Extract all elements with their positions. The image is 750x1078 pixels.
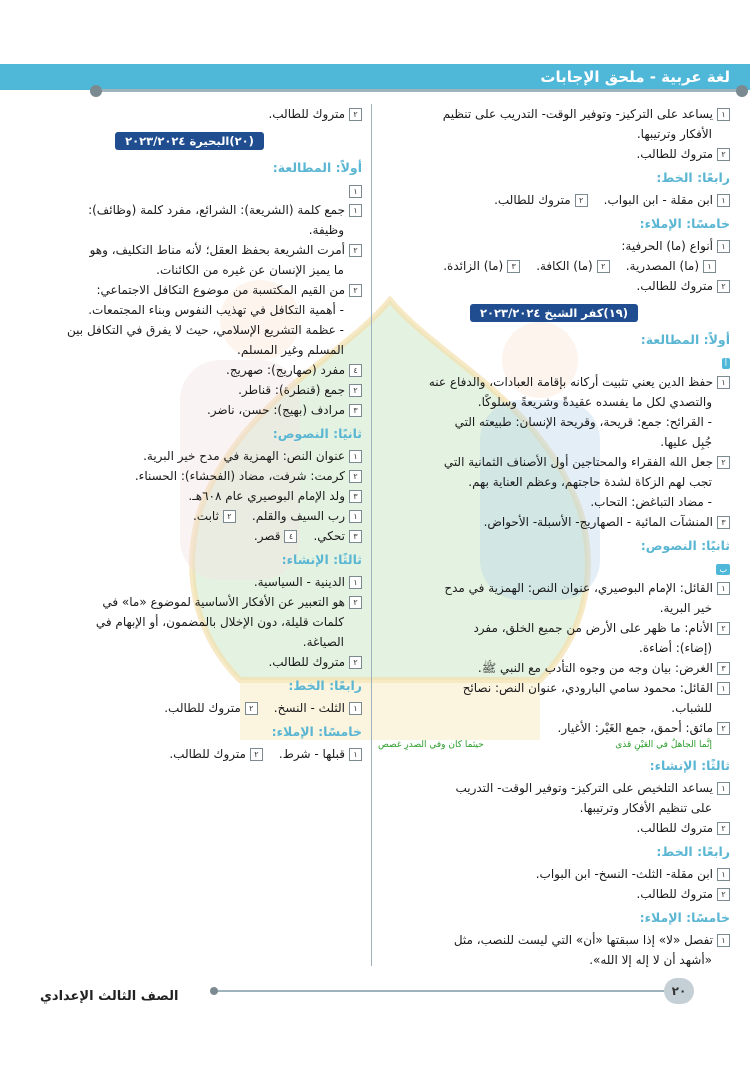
section-heading: أولاً: المطالعة: [272, 160, 362, 175]
list-row: ١ قبلها - شرط. ٢ متروك للطالب. [17, 744, 362, 764]
list-item: ٣ ولد الإمام البوصيري عام ٦٠٨هـ. [17, 486, 362, 506]
item-number: ١ [703, 260, 716, 273]
list-item-cont: الأفكار وترتيبها. [636, 127, 712, 141]
item-number: ٢ [717, 456, 730, 469]
poem-verse [378, 738, 730, 752]
list-item-cont: (إضاء): أضاءة. [639, 641, 712, 655]
item-number: ٢ [597, 260, 610, 273]
section-heading: ثانيًا: النصوص: [272, 426, 362, 441]
list-item: ٢ هو التعبير عن الأفكار الأساسية لموضوع «ما» في [17, 592, 362, 612]
list-item: ٣ المنشآت المائية - الصهاريج- الأسبلة- الأحواض. [378, 512, 730, 532]
part-box: أ [722, 358, 730, 369]
list-item-cont: - مضاد التباغض: التحاب. [590, 495, 712, 509]
list-item: ٢ كرمت: شرفت، مضاد (الفحشاء): الحسناء. [17, 466, 362, 486]
list-item-cont: كلمات قليلة، دون الإخلال بالمضمون، أو الإبهام في [95, 615, 344, 629]
item-number: ٣ [349, 530, 362, 543]
item-number: ١ [717, 934, 730, 947]
list-item: ٢ متروك للطالب. [378, 144, 730, 164]
item-number: ٢ [349, 244, 362, 257]
list-item: ١ أنواع (ما) الحرفية: [378, 236, 730, 256]
section-heading: خامسًا: الإملاء: [639, 216, 730, 231]
list-item: ٢ جمع (قنطرة): قناطر. [17, 380, 362, 400]
list-item-cont: على تنظيم الأفكار وترتيبها. [579, 801, 712, 815]
page-number: ٢٠ [664, 978, 694, 1004]
section-heading: ثانيًا: النصوص: [640, 538, 730, 553]
header-rule [95, 89, 740, 92]
item-number: ٢ [717, 280, 730, 293]
list-item: ١ تفصل «لا» إذا سبقتها «أن» التي ليست للنصب، مثل [378, 930, 730, 950]
part-box: ب [716, 564, 730, 575]
item-number: ٣ [349, 404, 362, 417]
item-number: ١ [349, 576, 362, 589]
item-number: ١ [717, 582, 730, 595]
list-row: ١ ابن مقلة - ابن البواب. ٢ متروك للطالب. [378, 190, 730, 210]
list-item-cont: - عظمة التشريع الإسلامي، حيث لا يفرق في التكافل بين [67, 323, 344, 337]
list-item: ١ يساعد على التركيز- وتوفير الوقت- التدريب على تنظيم [378, 104, 730, 124]
item-number: ١ [349, 450, 362, 463]
list-item: ١ ابن مقلة- الثلث- النسخ- ابن البواب. [378, 864, 730, 884]
list-item: ١ القائل: الإمام البوصيري، عنوان النص: الهمزية في مدح [378, 578, 730, 598]
list-row: ١ (ما) المصدرية. ٢ (ما) الكافة. ٣ (ما) الزائدة. [378, 256, 730, 276]
item-number: ٢ [250, 748, 263, 761]
item-number: ٢ [717, 722, 730, 735]
list-item: ٢ متروك للطالب. [378, 818, 730, 838]
item-number: ١ [717, 682, 730, 695]
item-number: ٣ [349, 490, 362, 503]
list-item-cont: جُبِل عليها. [660, 435, 712, 449]
section-heading: خامسًا: الإملاء: [271, 724, 362, 739]
section-heading: خامسًا: الإملاء: [639, 910, 730, 925]
list-item-cont: والتصدي لكل ما يفسده عقيدةً وشريعةً وسلوكًا. [477, 395, 712, 409]
item-number: ١ [717, 782, 730, 795]
section-heading: أولاً: المطالعة: [640, 332, 730, 347]
list-item: ١ جمع كلمة (الشريعة): الشرائع، مفرد كلمة (وظائف): [17, 200, 362, 220]
item-number: ٢ [223, 510, 236, 523]
item-number: ١ [349, 185, 362, 198]
section-heading: رابعًا: الخط: [656, 844, 730, 859]
item-number: ٣ [507, 260, 520, 273]
list-item-cont: للشباب. [671, 701, 712, 715]
exam-tag: (١٩)كفر الشيخ ٢٠٢٣/٢٠٢٤ [470, 304, 638, 322]
footer-dot [210, 987, 218, 995]
list-item: ٢ متروك للطالب. [378, 884, 730, 904]
list-item: ١ الدينية - السياسية. [17, 572, 362, 592]
list-row: ١ الثلث - النسخ. ٢ متروك للطالب. [17, 698, 362, 718]
verse-first-half: إنَّما الجاهلُ في العَيْنِ قذى [615, 740, 712, 750]
item-number: ٢ [349, 596, 362, 609]
item-number: ٣ [717, 516, 730, 529]
list-item-cont: خير البرية. [659, 601, 712, 615]
verse-second-half: حيثما كان وفي الصدرِ غصص [378, 740, 484, 750]
list-item: ٣ مرادف (بهيج): حسن، ناضر. [17, 400, 362, 420]
list-item: ٢ أمرت الشريعة بحفظ العقل؛ لأنه مناط التكليف، وهو [17, 240, 362, 260]
page-header [0, 64, 750, 90]
footer-title: الصف الثالث الإعدادي [40, 989, 179, 1004]
list-item: ١ حفظ الدين يعني تثبيت أركانه بإقامة العبادات، والدفاع عنه [378, 372, 730, 392]
item-number: ١ [349, 702, 362, 715]
column-divider [371, 104, 372, 966]
section-heading: ثالثًا: الإنشاء: [649, 758, 730, 773]
item-number: ١ [717, 868, 730, 881]
list-item: ٣ الغرض: بيان وجه من وجوه التأدب مع النبي ﷺ. [378, 658, 730, 678]
item-number: ٢ [717, 148, 730, 161]
list-item: ٢ من القيم المكتسبة من موضوع التكافل الاجتماعي: [17, 280, 362, 300]
section-heading: رابعًا: الخط: [656, 170, 730, 185]
item-number: ١ [717, 108, 730, 121]
list-item: ٤ مفرد (صهاريج): صهريج. [17, 360, 362, 380]
item-number: ٢ [349, 656, 362, 669]
item-number: ١ [717, 376, 730, 389]
item-number: ٢ [245, 702, 258, 715]
list-item-cont: - القرائح: جمع: قريحة، وقريحة الإنسان: طبيعته التي [454, 415, 712, 429]
list-item: ٢ متروك للطالب. [17, 652, 362, 672]
section-heading: رابعًا: الخط: [288, 678, 362, 693]
list-item-cont: الصياغة. [302, 635, 344, 649]
list-item: ١ القائل: محمود سامي البارودي، عنوان النص: نصائح [378, 678, 730, 698]
footer-rule [215, 990, 665, 992]
list-row: ٣ تحكي. ٤ قصر. [17, 526, 362, 546]
item-number: ٢ [349, 470, 362, 483]
section-heading: ثالثًا: الإنشاء: [281, 552, 362, 567]
list-item-cont: ما يميز الإنسان عن غيره من الكائنات. [156, 263, 344, 277]
header-title: لغة عربية - ملحق الإجابات [540, 68, 730, 86]
item-number: ١ [717, 194, 730, 207]
header-dot-left [90, 85, 102, 97]
item-number: ١ [349, 510, 362, 523]
item-number: ٢ [717, 822, 730, 835]
list-item-cont: «أشهد أن لا إله إلا الله». [589, 953, 712, 967]
item-number: ٤ [284, 530, 297, 543]
item-number: ٢ [717, 888, 730, 901]
item-number: ٢ [717, 622, 730, 635]
item-number: ١ [349, 204, 362, 217]
item-number: ١ [717, 240, 730, 253]
list-item: ٢ متروك للطالب. [17, 104, 362, 124]
left-column [17, 104, 362, 764]
list-row: ١ رب السيف والقلم. ٢ ثابت. [17, 506, 362, 526]
item-number: ٤ [349, 364, 362, 377]
right-column [378, 104, 730, 970]
item-number: ١ [349, 748, 362, 761]
list-item-cont: - أهمية التكافل في تهذيب النفوس وبناء المجتمعات. [88, 303, 344, 317]
item-number: ٢ [349, 284, 362, 297]
item-number: ٢ [575, 194, 588, 207]
exam-tag: (٢٠)البحيرة ٢٠٢٣/٢٠٢٤ [115, 132, 264, 150]
list-item: ٢ الأنام: ما ظهر على الأرض من جميع الخلق، مفرد [378, 618, 730, 638]
list-item-cont: المسلم وغير المسلم. [237, 343, 344, 357]
list-item: ١ يساعد التلخيص على التركيز- وتوفير الوقت- التدريب [378, 778, 730, 798]
list-item: ١ عنوان النص: الهمزية في مدح خير البرية. [17, 446, 362, 466]
item-number: ٣ [717, 662, 730, 675]
list-item: ٢ متروك للطالب. [378, 276, 730, 296]
list-item-cont: تجب لهم الزكاة لشدة حاجتهم، وعظم العناية بهم. [468, 475, 712, 489]
item-number: ٢ [349, 108, 362, 121]
header-dot-right [736, 85, 748, 97]
item-number: ٢ [349, 384, 362, 397]
list-item-cont: وظيفة. [308, 223, 344, 237]
list-item: ٢ جعل الله الفقراء والمحتاجين أول الأصناف الثمانية التي [378, 452, 730, 472]
list-item: ٢ مائق: أحمق، جمع الغَيْر: الأغيار. [378, 718, 730, 738]
